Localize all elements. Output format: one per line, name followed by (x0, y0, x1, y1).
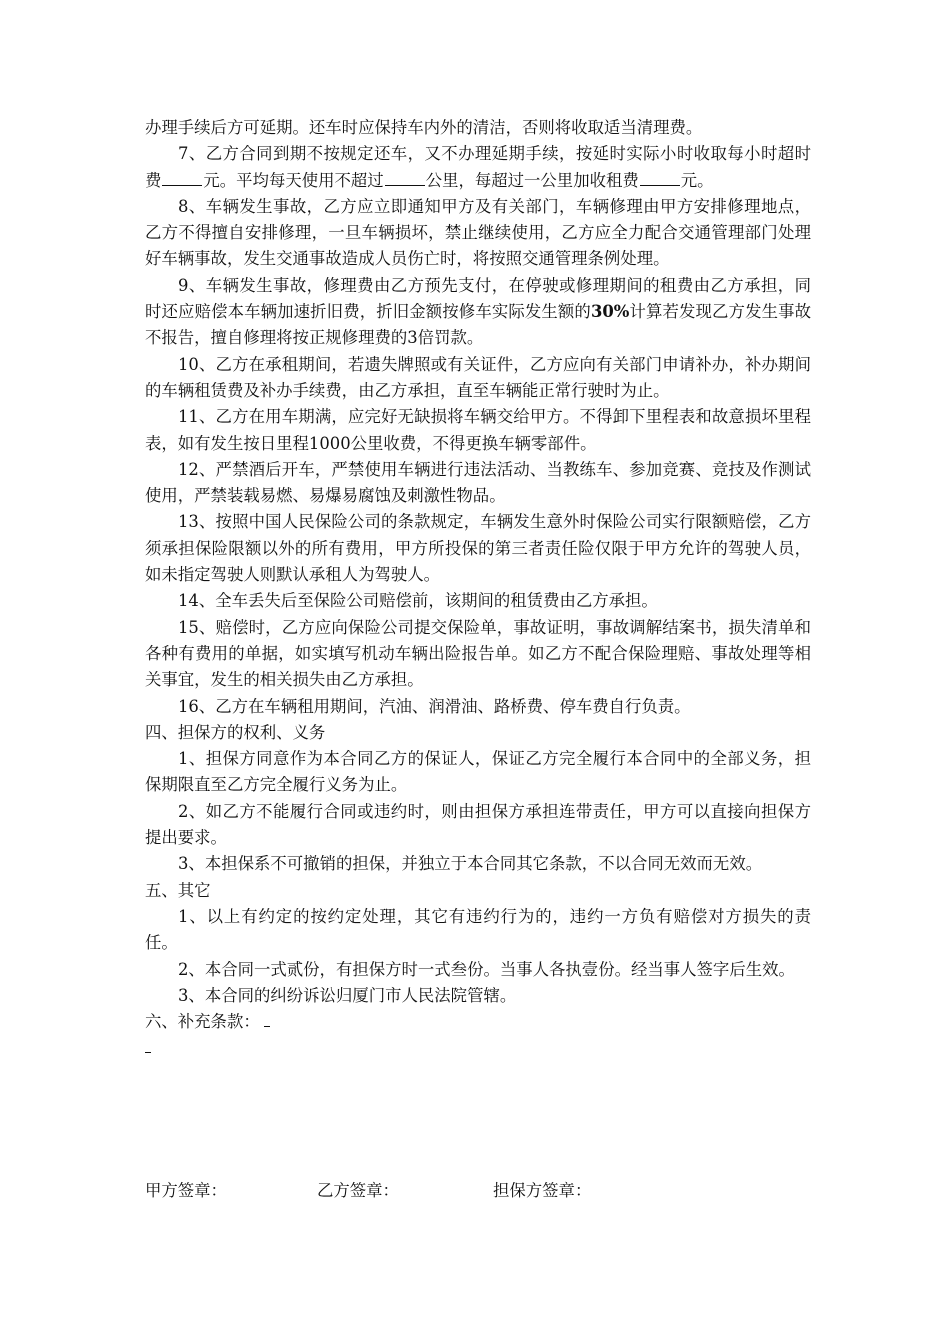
clause-7-text-a: 7、乙方合同到期不按规定还车，又不办理延期手续，按延时实际小时收取每小时超时费 (145, 144, 811, 190)
guarantor-signature-label: 担保方签章： (493, 1181, 592, 1200)
supplementary-line (145, 1035, 811, 1061)
paragraph-continuation: 办理手续后方可延期。还车时应保持车内外的清洁，否则将收取适当清理费。 (145, 118, 703, 137)
other-clause-3: 3、本合同的纠纷诉讼归厦门市人民法院管辖。 (178, 985, 517, 1005)
other-clause-2: 2、本合同一式贰份，有担保方时一式叁份。当事人各执壹份。经当事人签字后生效。 (178, 959, 795, 979)
clause-11: 11、乙方在用车期满，应完好无缺损将车辆交给甲方。不得卸下里程表和故意损坏里程表，如有发生按日里程1000公里收费，不得更换车辆零部件。 (145, 407, 811, 453)
clause-7 (145, 141, 811, 194)
overtime-fee-blank[interactable] (162, 185, 202, 186)
clause-7-text-b: 元。平均每天使用不超过 (203, 170, 384, 190)
section-heading-guarantor: 四、担保方的权利、义务 (145, 722, 326, 742)
clause-16: 16、乙方在车辆租用期间，汽油、润滑油、路桥费、停车费自行负责。 (178, 696, 691, 716)
contract-body (145, 115, 811, 1062)
depreciation-percentage: 30% (590, 302, 630, 322)
guarantor-clause-3: 3、本担保系不可撤销的担保，并独立于本合同其它条款，不以合同无效而无效。 (178, 854, 763, 874)
clause-9-text-a: 9、车辆发生事故，修理费由乙方预先支付，在停驶或修理期间的租费由乙方承担，同时还应赔偿本车辆加速折旧费，折旧金额按修车实际发生额的 (145, 275, 811, 322)
clause-9 (145, 273, 811, 352)
section-heading-supplementary (145, 1009, 811, 1035)
section-heading-other: 五、其它 (145, 880, 211, 900)
signature-row (145, 1178, 811, 1204)
clause-14: 14、全车丢失后至保险公司赔偿前，该期间的租赁费由乙方承担。 (178, 591, 658, 611)
clause-7-text-c: 公里，每超过一公里加收租费 (425, 170, 639, 190)
clause-15: 15、赔偿时，乙方应向保险公司提交保险单，事故证明，事故调解结案书，损失清单和各种有费用的单据，如实填写机动车辆出险报告单。如乙方不配合保险理赔、事故处理等相关事宜，发生的相关损失由乙方承担。 (145, 617, 811, 690)
guarantor-clause-1: 1、担保方同意作为本合同乙方的保证人，保证乙方完全履行本合同中的全部义务，担保期限直至乙方完全履行义务为止。 (145, 749, 811, 795)
clause-9-text-b: 计算若发现乙方发生事故不报告，擅自修理将按正规修理费的3倍罚款。 (145, 302, 812, 348)
clause-10: 10、乙方在承租期间，若遗失牌照或有关证件，乙方应向有关部门申请补办，补办期间的车辆租赁费及补办手续费，由乙方承担，直至车辆能正常行驶时为止。 (145, 354, 811, 400)
clause-7-text-d: 元。 (680, 170, 714, 190)
dash-mark (145, 1038, 151, 1053)
clause-8: 8、车辆发生事故，乙方应立即通知甲方及有关部门，车辆修理由甲方安排修理地点，乙方不得擅自安排修理，一旦车辆损坏，禁止继续使用，乙方应全力配合交通管理部门处理好车辆事故，发生交通事故造成人员伤亡时，将按照交通管理条例处理。 (145, 196, 811, 269)
other-clause-1: 1、以上有约定的按约定处理，其它有违约行为的，违约一方负有赔偿对方损失的责任。 (145, 906, 811, 953)
extra-km-fee-blank[interactable] (640, 185, 680, 186)
guarantor-clause-2: 2、如乙方不能履行合同或违约时，则由担保方承担连带责任，甲方可以直接向担保方提出要求。 (145, 801, 811, 848)
party-b-signature-label: 乙方签章： (317, 1181, 399, 1200)
clause-13: 13、按照中国人民保险公司的条款规定，车辆发生意外时保险公司实行限额赔偿，乙方须承担保险限额以外的所有费用，甲方所投保的第三者责任险仅限于甲方允许的驾驶人员，如未指定驾驶人则默认承租人为驾驶人。 (145, 512, 811, 585)
party-a-signature-label: 甲方签章： (145, 1181, 227, 1200)
daily-km-limit-blank[interactable] (385, 185, 425, 186)
supplementary-terms-blank[interactable] (264, 1012, 270, 1027)
clause-12: 12、严禁酒后开车，严禁使用车辆进行违法活动、当教练车、参加竞赛、竞技及作测试使用，严禁装载易燃、易爆易腐蚀及刺激性物品。 (145, 459, 811, 506)
supplementary-label: 六、补充条款： (145, 1012, 260, 1032)
